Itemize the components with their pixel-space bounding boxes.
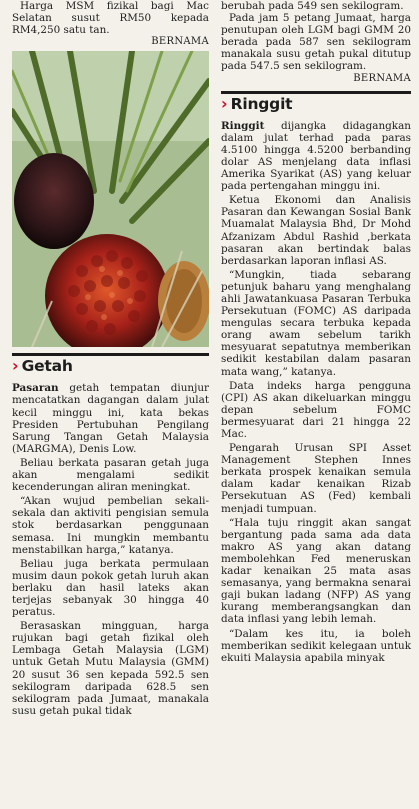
getah-continuation-text: berubah pada 549 sen sekilogram.	[221, 0, 404, 12]
section-title-ringgit: Ringgit	[230, 94, 293, 113]
byline-bernama-left: BERNAMA	[151, 36, 209, 48]
ringgit-lead-paragraph	[221, 120, 411, 193]
getah-lead-rest: getah tempatan diunjur mencatatkan dagangan dalam julat kecil minggu ini, kata bekas Presiden Pertubuhan Pengilang Sarung Tangan Getah Malaysia (MARGMA), Denis Low.	[12, 382, 209, 455]
getah-lead-paragraph	[12, 382, 209, 455]
oil-palm-fruit-photo	[12, 51, 209, 347]
byline-bernama-right: BERNAMA	[353, 72, 411, 84]
getah-article-body	[12, 382, 209, 717]
getah-paragraph: “Akan wujud pembelian sekali-sekala dan aktiviti pengisian semula stok berdasarkan penggunaan semasa. Ini mungkin membantu menstabilkan harga,” katanya.	[12, 495, 209, 556]
section-header-ringgit	[221, 91, 411, 114]
oil-palm-illustration	[12, 51, 209, 347]
ringgit-paragraph: “Dalam kes itu, ia boleh memberikan sedikit kelegaan untuk ekuiti Malaysia apabila minyak	[221, 627, 411, 664]
ringgit-paragraph: Pengarah Urusan SPI Asset Management Stephen Innes berkata prospek kenaikan semula dalam kadar kenaikan Rizab Persekutuan AS (Fed) kembali menjadi tumpuan.	[221, 442, 411, 515]
palm-oil-tail-text: Harga MSM fizikal bagi Mac Selatan susut RM50 kepada RM4,250 satu tan.	[12, 0, 209, 37]
ringgit-paragraph: Data indeks harga pengguna (CPI) AS akan dikeluarkan minggu depan sebelum FOMC bermesyuarat dari 21 hingga 22 Mac.	[221, 379, 411, 440]
getah-paragraph: Beliau juga berkata permulaan musim daun pokok getah luruh akan berlaku dan hasil lateks akan terjejas sebanyak 30 hingga 40 peratus.	[12, 557, 209, 619]
ringgit-article-body	[221, 120, 411, 664]
left-column	[12, 0, 209, 717]
ringgit-lead-rest: dijangka didagangkan dalam julat terhad pada paras 4.5100 hingga 4.5200 berbanding dolar AS menjelang data inflasi Amerika Syarikat (AS) yang keluar pada pertengahan minggu ini.	[221, 119, 411, 193]
chevron-right-icon: ›	[221, 93, 228, 113]
getah-lead-word: Pasaran	[12, 382, 59, 395]
ringgit-paragraph: Ketua Ekonomi dan Analisis Pasaran dan Kewangan Sosial Bank Muamalat Malaysia Bhd, Dr Mohd Afzanizam Abdul Rashid ,berkata pasaran akan bertindak balas berdasarkan laporan inflasi AS.	[221, 194, 411, 267]
section-title-getah: Getah	[21, 357, 73, 376]
getah-continuation-text: Pada jam 5 petang Jumaat, harga penutupan oleh LGM bagi GMM 20 berada pada 587 sen sekilogram manakala susu getah pukal ditutup pada 547.5 sen sekilogram.	[221, 12, 411, 73]
ringgit-lead-word: Ringgit	[221, 119, 265, 132]
ringgit-paragraph: “Mungkin, tiada sebarang petunjuk baharu yang menghalang ahli Jawatankuasa Pasaran Terbuka Persekutuan (FOMC) AS daripada mengulas secara terbuka kepada orang awam sebelum tarikh mesyuarat sepatutnya memberikan sedikit kestabilan dalam pasaran mata wang,” katanya.	[221, 268, 411, 378]
right-column	[221, 0, 411, 664]
ringgit-paragraph: “Hala tuju ringgit akan sangat bergantung pada sama ada data makro AS yang akan datang membolehkan Fed meneruskan kadar kenaikan 25 mata asas semasanya, yang bermakna senarai gaji bukan ladang (NFP) AS yang kurang memberangsangkan dan data inflasi yang lebih lemah.	[221, 516, 411, 626]
getah-paragraph: Berasaskan mingguan, harga rujukan bagi getah fizikal oleh Lembaga Getah Malaysia (LGM) untuk Getah Mutu Malaysia (GMM) 20 susut 36 sen kepada 592.5 sen sekilogram daripada 628.5 sen sekilogram pada Jumaat, manakala susu getah pukal tidak	[12, 620, 209, 717]
chevron-right-icon: ›	[12, 356, 19, 376]
section-header-getah	[12, 353, 209, 376]
getah-paragraph: Beliau berkata pasaran getah juga akan mengalami sedikit kecenderungan aliran meningkat.	[12, 456, 209, 494]
